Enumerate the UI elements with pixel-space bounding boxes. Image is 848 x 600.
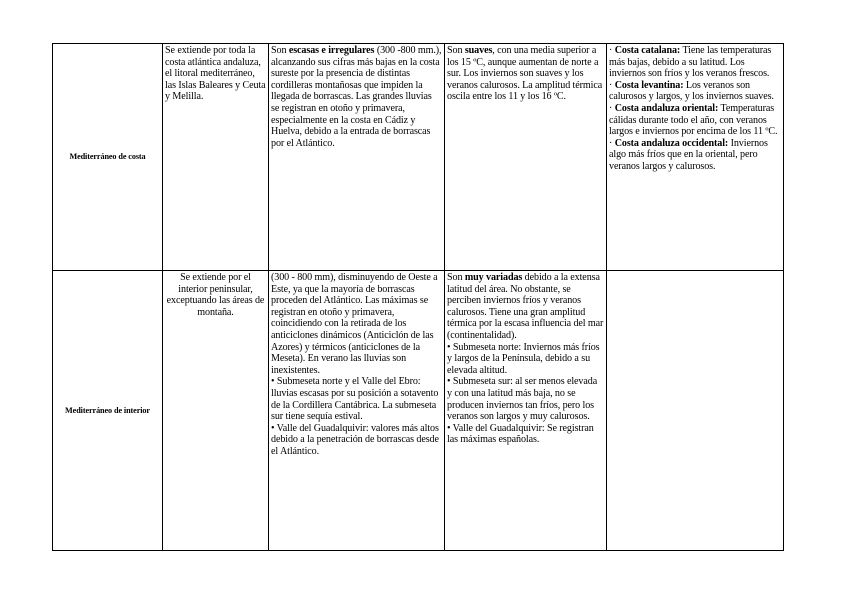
subtype-text: Los veranos son calurosos y largos, y los inviernos suaves. <box>609 79 774 103</box>
subtype-text: Inviernos algo más fríos que en la oriental, pero veranos largos y calurosos. <box>609 137 768 172</box>
precipitation-cell <box>269 44 445 271</box>
bullet-icon: · <box>609 102 615 114</box>
region-label-interior: Mediterráneo de interior <box>53 271 163 551</box>
subtype-entry <box>609 45 781 80</box>
subtype-text: Tiene las temperaturas más bajas, debido a su latitud. Los inviernos son fríos y los veranos frescos. <box>609 45 772 80</box>
subtype-name: Costa andaluza occidental: <box>614 137 729 149</box>
location-cell: Se extiende por el interior peninsular, exceptuando las áreas de montaña. <box>163 271 269 551</box>
subtype-entry <box>609 138 781 173</box>
temperature-cell <box>445 271 607 551</box>
temp-intro: Son <box>447 272 465 283</box>
subtype-name: Costa andaluza oriental: <box>614 102 719 114</box>
climate-table <box>52 43 784 551</box>
bullet-icon: · <box>609 79 615 91</box>
temp-intro: Son <box>447 45 465 56</box>
precip-emphasis: escasas e irregulares <box>288 45 375 56</box>
subtypes-cell-empty <box>607 271 784 551</box>
temp-body: debido a la extensa latitud del área. No obstante, se perciben inviernos fríos y veranos calurosos. Tiene una gran amplitud térmica por la escasa influencia del mar (continentalidad). <box>447 272 604 341</box>
subtype-name: Costa levantina: <box>614 79 684 91</box>
bullet-icon: · <box>609 137 615 149</box>
table-row <box>53 271 784 551</box>
temp-body: , con una media superior a los 15 ºC, aunque aumentan de norte a sur. Los inviernos son suaves y los veranos calurosos. La amplitud térmica oscila entre los 11 y los 16 ºC. <box>447 45 603 103</box>
location-cell: Se extiende por toda la costa atlántica andaluza, el litoral mediterráneo, las Islas Baleares y Ceuta y Melilla. <box>163 44 269 271</box>
precipitation-cell <box>269 271 445 551</box>
subtype-entry <box>609 103 781 138</box>
subtype-name: Costa catalana: <box>614 45 681 56</box>
region-label-coast: Mediterráneo de costa <box>53 44 163 271</box>
temp-bullet: • Submeseta norte: Inviernos más fríos y largos de la Península, debido a su elevada altitud. <box>447 341 600 376</box>
temp-emphasis: suaves <box>464 45 493 56</box>
precip-body: (300 -800 mm.), alcanzando sus cifras más bajas en la costa sureste por la presencia de distintas cordilleras montañosas que impiden la llegada de borrascas. Las grandes lluvias se registran en otoño y primavera, especialmente en la costa en Cádiz y Huelva, debido a la entrada de borrascas por el Atlántico. <box>271 45 442 149</box>
temperature-cell <box>445 44 607 271</box>
precip-bullet: • Submeseta norte y el Valle del Ebro: lluvias escasas por su posición a sotavento de la Cordillera Cantábrica. La submeseta sur tiene sequía estival. <box>271 376 439 423</box>
temp-bullet: • Submeseta sur: al ser menos elevada y con una latitud más baja, no se producen inviernos tan fríos, pero los veranos son largos y muy calurosos. <box>447 376 598 423</box>
subtype-text: Temperaturas cálidas durante todo el año, con veranos largos e inviernos por encima de los 11 ºC. <box>609 102 778 138</box>
temp-bullet: • Valle del Guadalquivir: Se registran las máximas españolas. <box>447 422 594 446</box>
subtype-entry <box>609 80 781 103</box>
bullet-icon: · <box>609 45 615 56</box>
table-row <box>53 44 784 271</box>
precip-intro: Son <box>271 45 289 56</box>
subtypes-cell <box>607 44 784 271</box>
temp-emphasis: muy variadas <box>464 272 523 283</box>
precip-bullet: • Valle del Guadalquivir: valores más altos debido a la penetración de borrascas desde el Atlántico. <box>271 422 439 457</box>
precip-body: (300 - 800 mm), disminuyendo de Oeste a Este, ya que la mayoría de borrascas proceden del Atlántico. Las máximas se registran en otoño y primavera, coincidiendo con la retirada de los anticiclones dinámicos (Anticiclón de las Azores) y térmicos (anticiclones de la Meseta). En verano las lluvias son inexistentes. <box>271 272 438 376</box>
